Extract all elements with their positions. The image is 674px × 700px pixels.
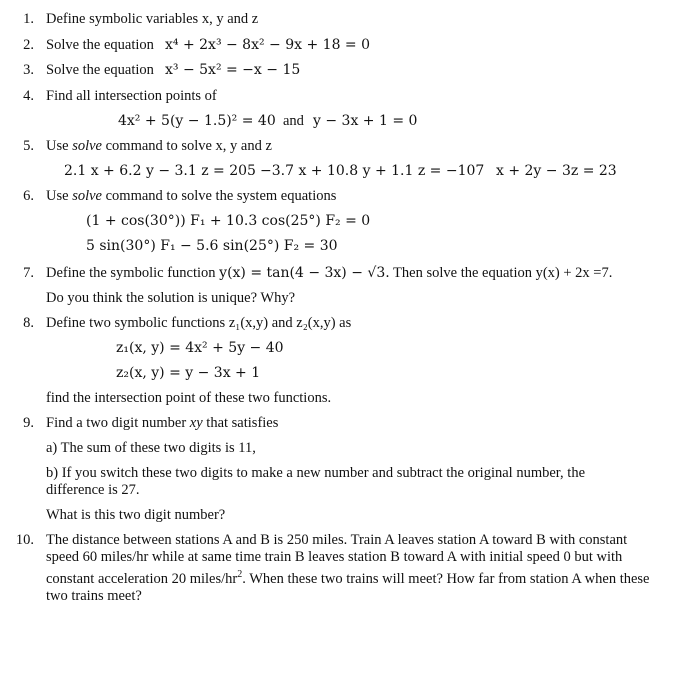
problem-text bbox=[46, 265, 612, 282]
text-segment: Use bbox=[46, 188, 73, 204]
problem-number: 5. bbox=[23, 138, 34, 154]
problem-number: 6. bbox=[23, 188, 34, 204]
problem-number: 4. bbox=[23, 88, 34, 104]
problem-number: 10. bbox=[15, 532, 34, 548]
function-definition: y(x) = tan(4 − 3x) − √3. bbox=[219, 265, 390, 281]
problem-number: 9. bbox=[23, 415, 34, 431]
problem-text bbox=[46, 532, 658, 605]
problem-text bbox=[46, 415, 278, 432]
problem-text: Find all intersection points of bbox=[46, 88, 217, 104]
text-segment: . When these two trains will meet? How far from station A when these two trains meet? bbox=[46, 570, 650, 604]
equation: −3.7 x + 10.8 y + 1.1 z = −107 bbox=[260, 163, 485, 179]
equation: 5 sin(30°) F₁ − 5.6 sin(25°) F₂ = 30 bbox=[86, 238, 338, 254]
problem-text: Solve the equation bbox=[46, 37, 154, 53]
equation: x⁴ + 2x³ − 8x² − 9x + 18 = 0 bbox=[165, 37, 371, 53]
problem-text bbox=[46, 138, 272, 155]
problem-part: b) If you switch these two digits to make a new number and subtract the original number, the difference is 27. bbox=[46, 465, 586, 498]
problem-text bbox=[46, 188, 336, 205]
text-segment: Then solve the equation y(x) + 2x =7. bbox=[389, 265, 613, 281]
problem-text: Define two symbolic functions z₁(x,y) and z₂(x,y) as bbox=[46, 315, 352, 331]
equation: x + 2y − 3z = 23 bbox=[496, 163, 617, 179]
variable-name: xy bbox=[189, 415, 203, 431]
problem-number: 1. bbox=[23, 11, 34, 27]
equation: y − 3x + 1 = 0 bbox=[313, 113, 418, 129]
problem-text: Define symbolic variables x, y and z bbox=[46, 11, 259, 27]
text-segment: command to solve the system equations bbox=[101, 188, 337, 204]
problem-part: a) The sum of these two digits is 11, bbox=[46, 440, 256, 456]
equation: z₂(x, y) = y − 3x + 1 bbox=[116, 365, 261, 381]
equation: z₁(x, y) = 4x² + 5y − 40 bbox=[116, 340, 284, 356]
problem-question: What is this two digit number? bbox=[46, 507, 226, 523]
problem-text: find the intersection point of these two functions. bbox=[46, 390, 332, 406]
text-segment: The distance between stations A and B is 250 miles. Train A leaves station A toward B with constant speed 60 miles/hr while at same time train B leaves station B toward A with initial speed 0 but with constant acceleration 20 miles/hr bbox=[46, 532, 628, 587]
problem-number: 8. bbox=[23, 315, 34, 331]
problem-number: 2. bbox=[23, 37, 34, 53]
text-segment: Define the symbolic function bbox=[46, 265, 220, 281]
command-name: solve bbox=[72, 138, 102, 154]
superscript: 2 bbox=[237, 569, 243, 580]
connector-word: and bbox=[283, 113, 304, 129]
text-segment: command to solve x, y and z bbox=[101, 138, 272, 154]
equation: 2.1 x + 6.2 y − 3.1 z = 205 bbox=[64, 163, 256, 179]
problem-number: 3. bbox=[23, 62, 34, 78]
problem-number: 7. bbox=[23, 265, 34, 281]
text-segment: Find a two digit number bbox=[46, 415, 190, 431]
problem-text: Solve the equation bbox=[46, 62, 154, 78]
text-segment: that satisfies bbox=[202, 415, 279, 431]
equation: 4x² + 5(y − 1.5)² = 40 bbox=[118, 113, 276, 129]
command-name: solve bbox=[72, 188, 102, 204]
problem-text: Do you think the solution is unique? Why? bbox=[46, 290, 296, 306]
text-segment: Use bbox=[46, 138, 73, 154]
equation: (1 + cos(30°)) F₁ + 10.3 cos(25°) F₂ = 0 bbox=[86, 213, 371, 229]
equation: x³ − 5x² = −x − 15 bbox=[165, 62, 301, 78]
